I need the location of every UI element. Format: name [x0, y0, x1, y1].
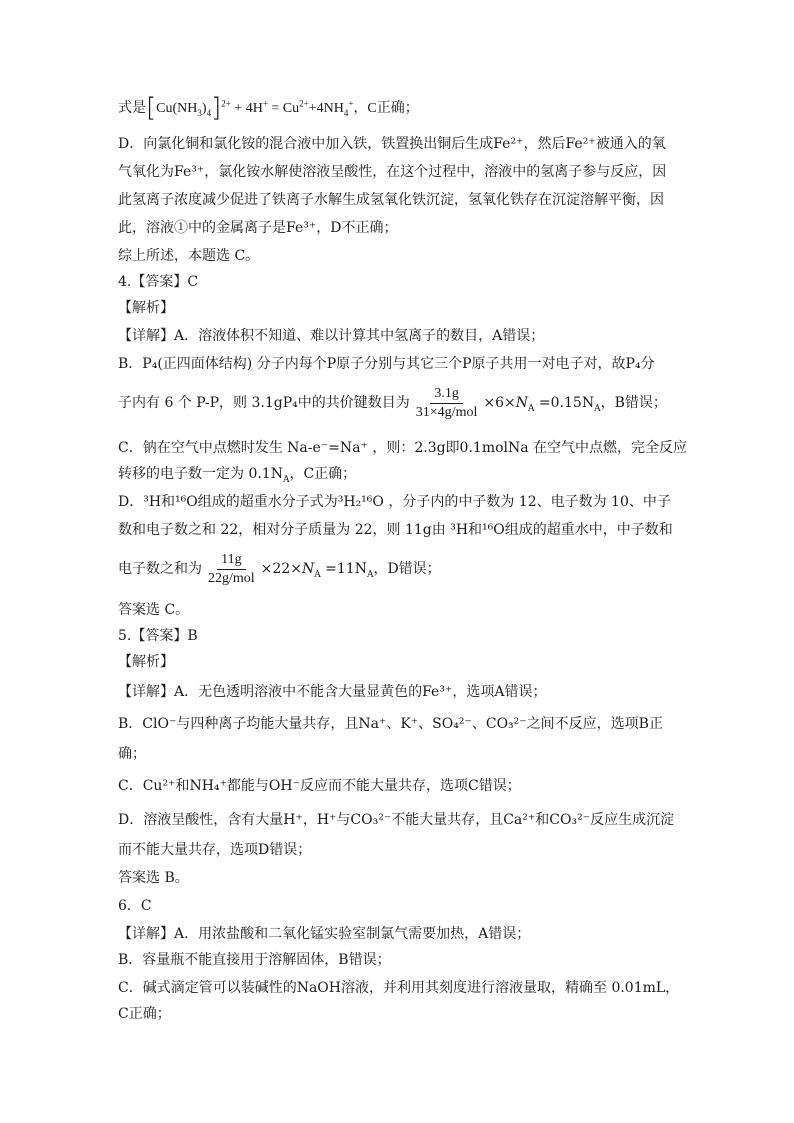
text-line: B．ClO⁻与四种离子均能大量共存，且Na⁺、K⁺、SO₄²⁻、CO₃²⁻之间不反应，选项B正	[118, 716, 663, 732]
subscript: A	[527, 403, 535, 414]
text-line: C．Cu²⁺和NH₄⁺都能与OH⁻反应而不能大量共存，选项C错误；	[118, 778, 521, 794]
text-segment: ×6×	[483, 395, 516, 411]
subscript: A	[314, 569, 321, 580]
fraction	[204, 552, 259, 587]
text-line: 【详解】A．溶液体积不知道、难以计算其中氢离子的数目，A错误；	[118, 328, 545, 344]
right-bracket: ]	[211, 93, 222, 123]
analysis-heading: 【解析】	[118, 654, 174, 670]
text-line: C正确；	[118, 1006, 171, 1022]
subscript: A	[366, 569, 374, 580]
formula-segment: +4NH	[308, 101, 344, 116]
analysis-heading: 【解析】	[118, 300, 174, 316]
text-line: 此，溶液①中的金属离子是Fe³⁺，D不正确；	[118, 220, 398, 236]
text-segment: 子内有 6 个 P-P，则 3.1gP₄中的共价键数目为	[118, 395, 410, 411]
text-line: 气氧化为Fe³⁺，氯化铵水解使溶液呈酸性，在这个过程中，溶液中的氢离子参与反应，因	[118, 164, 667, 180]
left-bracket: [	[146, 93, 157, 123]
fraction-denominator: 22g/mol	[208, 570, 255, 586]
formula-segment: = Cu	[267, 101, 300, 116]
text-line	[118, 384, 667, 422]
text-segment: 电子数之和为	[118, 561, 202, 577]
subscript: 4	[206, 107, 212, 118]
superscript: 2+	[221, 98, 231, 109]
text-line: C．钠在空气中点燃时发生 Na-e⁻=Na⁺ ，则：2.3g即0.1molNa 在空气中点燃，完全反应	[118, 440, 688, 456]
formula-close: )	[201, 101, 207, 116]
text-line	[118, 93, 419, 123]
text-line: 确；	[118, 746, 146, 762]
fraction-numerator: 3.1g	[430, 386, 463, 404]
text-segment: ，D错误；	[373, 561, 441, 577]
answer-heading: 5.【答案】B	[118, 628, 198, 644]
text-line: B．P₄(正四面体结构) 分子内每个P原子分别与其它三个P原子共用一对电子对，故P₄分	[118, 356, 655, 372]
subscript: A	[594, 403, 601, 414]
text-line: 答案选 B。	[118, 870, 189, 886]
answer-heading: 4.【答案】C	[118, 274, 199, 290]
text-line: C．碱式滴定管可以装碱性的NaOH溶液，并利用其刻度进行溶液量取，精确至 0.01mL，	[118, 980, 680, 996]
text-line: 此氢离子浓度减少促进了铁离子水解生成氢氧化铁沉淀，氢氧化铁存在沉淀溶解平衡，因	[118, 192, 664, 208]
text-line: 答案选 C。	[118, 602, 190, 618]
text-line: 【详解】A．无色透明溶液中不能含大量显黄色的Fe³⁺，选项A错误；	[118, 684, 547, 700]
subscript: A	[282, 474, 290, 485]
text-segment: =0.15N	[534, 395, 595, 411]
formula-segment: Cu(NH	[156, 101, 198, 116]
text-line: D．向氯化铜和氯化铵的混合液中加入铁，铁置换出铜后生成Fe²⁺，然后Fe²⁺被通入的氧	[118, 136, 666, 152]
fraction-denominator: 31×4g/mol	[415, 404, 478, 420]
subscript: 4	[343, 107, 349, 118]
text-segment: ，C正确；	[353, 101, 419, 116]
text-segment: ×22×	[260, 561, 302, 577]
subscript: 3	[197, 107, 202, 118]
superscript: +	[348, 98, 354, 109]
fraction-numerator: 11g	[217, 552, 245, 570]
text-line: B．容量瓶不能直接用于溶解固体，B错误；	[118, 952, 391, 968]
avogadro-symbol: N	[301, 561, 315, 577]
superscript: 2+	[299, 98, 309, 109]
formula-segment: + 4H	[230, 101, 263, 116]
text-segment: 式是	[118, 101, 146, 116]
text-line	[118, 464, 356, 484]
text-segment: ，B错误；	[600, 395, 667, 411]
text-line: 而不能大量共存，选项D错误；	[118, 842, 312, 858]
text-line: D．³H和¹⁶O组成的超重水分子式为³H₂¹⁶O ，分子内的中子数为 12、电子数为 10、中子	[118, 494, 671, 510]
text-line: D．溶液呈酸性，含有大量H⁺，H⁺与CO₃²⁻不能大量共存，且Ca²⁺和CO₃²⁻反应生成沉淀	[118, 812, 675, 828]
text-line: 数和电子数之和 22，相对分子质量为 22，则 11g由 ³H和¹⁶O组成的超重水中，中子数和	[118, 522, 673, 538]
avogadro-symbol: N	[515, 395, 528, 411]
superscript: +	[262, 98, 268, 109]
text-segment: =11N	[320, 561, 367, 577]
fraction	[412, 386, 482, 421]
text-line: 【详解】A．用浓盐酸和二氧化锰实验室制氯气需要加热，A错误；	[118, 926, 531, 942]
text-line	[118, 550, 441, 588]
text-segment: ，C正确；	[289, 466, 357, 482]
text-segment: 转移的电子数一定为 0.1N	[118, 466, 283, 482]
answer-heading: 6．C	[118, 898, 152, 914]
text-line: 综上所述，本题选 C。	[118, 248, 260, 264]
